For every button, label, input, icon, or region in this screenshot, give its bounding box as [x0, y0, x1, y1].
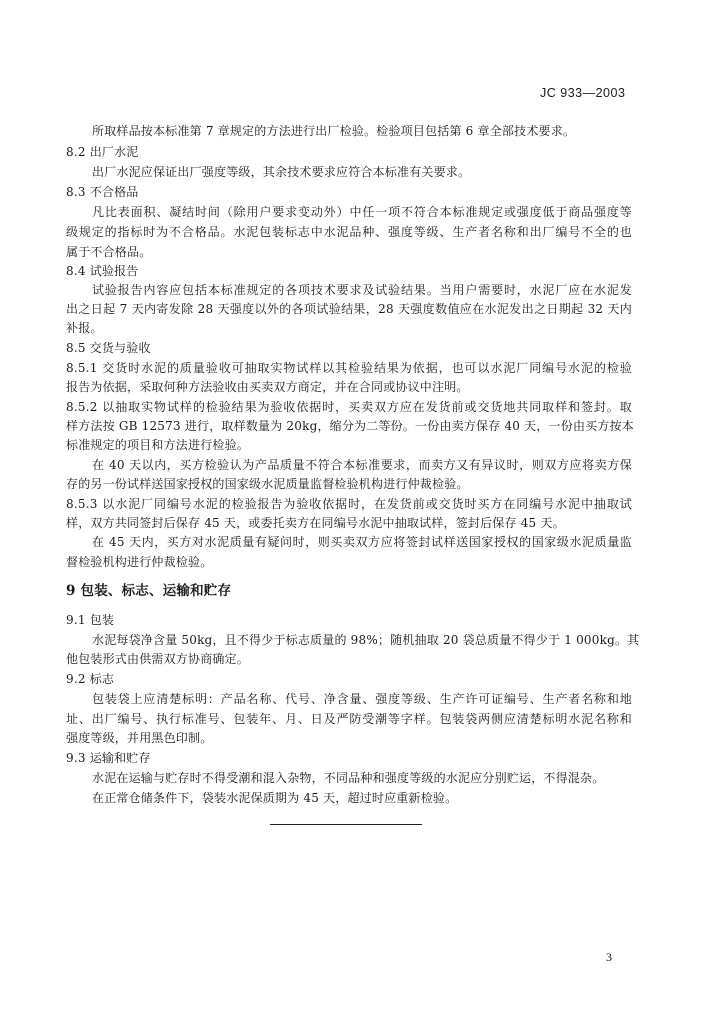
- section-heading-9-1: 9.1 包装: [66, 613, 115, 627]
- paragraph-line: 出之日起 7 天内寄发除 28 天强度以外的各项试验结果，28 天强度数值应在水泥发出之日期起 32 天内: [66, 302, 632, 316]
- paragraph-line: 样方法按 GB 12573 进行，取样数量为 20kg，缩分为二等份。一份由卖方保存 40 天，一份由买方按本: [66, 419, 634, 433]
- page-number: 3: [606, 950, 612, 964]
- section-heading-9-2: 9.2 标志: [66, 672, 115, 686]
- section-heading-8-5: 8.5 交货与验收: [66, 341, 151, 355]
- paragraph-line: 属于不合格品。: [66, 245, 152, 259]
- standard-code: JC 933—2003: [540, 86, 626, 100]
- paragraph-line: 他包装形式由供需双方协商确定。: [66, 652, 250, 666]
- paragraph-line: 标准规定的项目和方法进行检验。: [66, 438, 250, 452]
- paragraph-line: 试验报告内容应包括本标准规定的各项技术要求及试验结果。当用户需要时，水泥厂应在水泥发: [92, 283, 632, 297]
- section-heading-8-2: 8.2 出厂水泥: [66, 145, 139, 159]
- end-separator-line: [270, 824, 422, 825]
- paragraph-line: 包装袋上应清楚标明：产品名称、代号、净含量、强度等级、生产许可证编号、生产者名称和地: [92, 692, 632, 706]
- paragraph-line: 级规定的指标时为不合格品。水泥包装标志中水泥品种、强度等级、生产者名称和出厂编号不全的也: [66, 225, 632, 239]
- chapter-heading-9: 9 包装、标志、运输和贮存: [66, 583, 232, 599]
- paragraph-line: 水泥每袋净含量 50kg，且不得少于标志质量的 98%；随机抽取 20 袋总质量不得少于 1 000kg。其: [92, 633, 640, 647]
- section-heading-8-4: 8.4 试验报告: [66, 264, 139, 278]
- paragraph-line: 在 45 天内，买方对水泥质量有疑问时，则买卖双方应将签封试样送国家授权的国家级水泥质量监: [92, 535, 632, 549]
- paragraph-line: 所取样品按本标准第 7 章规定的方法进行出厂检验。检验项目包括第 6 章全部技术要求。: [92, 124, 576, 138]
- paragraph-line: 在正常仓储条件下，袋装水泥保质期为 45 天，超过时应重新检验。: [92, 791, 458, 805]
- paragraph-line: 样，双方共同签封后保存 45 天，或委托卖方在同编号水泥中抽取试样，签封后保存 45 天。: [66, 516, 565, 530]
- paragraph-line: 在 40 天以内，买方检验认为产品质量不符合本标准要求，而卖方又有异议时，则双方应将卖方保: [92, 458, 632, 472]
- paragraph-line: 凡比表面积、凝结时间（除用户要求变动外）中任一项不符合本标准规定或强度低于商品强度等: [92, 205, 632, 219]
- clause-8-5-1: 8.5.1 交货时水泥的质量验收可抽取实物试样以其检验结果为依据，也可以水泥厂同编号水泥的检验: [66, 361, 632, 375]
- clause-8-5-3: 8.5.3 以水泥厂同编号水泥的检验报告为验收依据时，在发货前或交货时买方在同编号水泥中抽取试: [66, 497, 632, 511]
- paragraph-line: 报告为依据，采取何种方法验收由买卖双方商定，并在合同或协议中注明。: [66, 380, 469, 394]
- paragraph-line: 出厂水泥应保证出厂强度等级，其余技术要求应符合本标准有关要求。: [92, 165, 471, 179]
- paragraph-line: 存的另一份试样送国家授权的国家级水泥质量监督检验机构进行仲裁检验。: [66, 477, 469, 491]
- paragraph-line: 水泥在运输与贮存时不得受潮和混入杂物，不同品种和强度等级的水泥应分别贮运，不得混杂。: [92, 771, 605, 785]
- section-heading-9-3: 9.3 运输和贮存: [66, 751, 151, 765]
- paragraph-line: 督检验机构进行仲裁检验。: [66, 555, 213, 569]
- clause-8-5-2: 8.5.2 以抽取实物试样的检验结果为验收依据时，买卖双方应在发货前或交货地共同取样和签封。取: [66, 400, 632, 414]
- paragraph-line: 强度等级，并用黑色印制。: [66, 731, 213, 745]
- section-heading-8-3: 8.3 不合格品: [66, 185, 139, 199]
- paragraph-line: 补报。: [66, 321, 103, 335]
- paragraph-line: 址、出厂编号、执行标准号、包装年、月、日及严防受潮等字样。包装袋两侧应清楚标明水泥名称和: [66, 712, 632, 726]
